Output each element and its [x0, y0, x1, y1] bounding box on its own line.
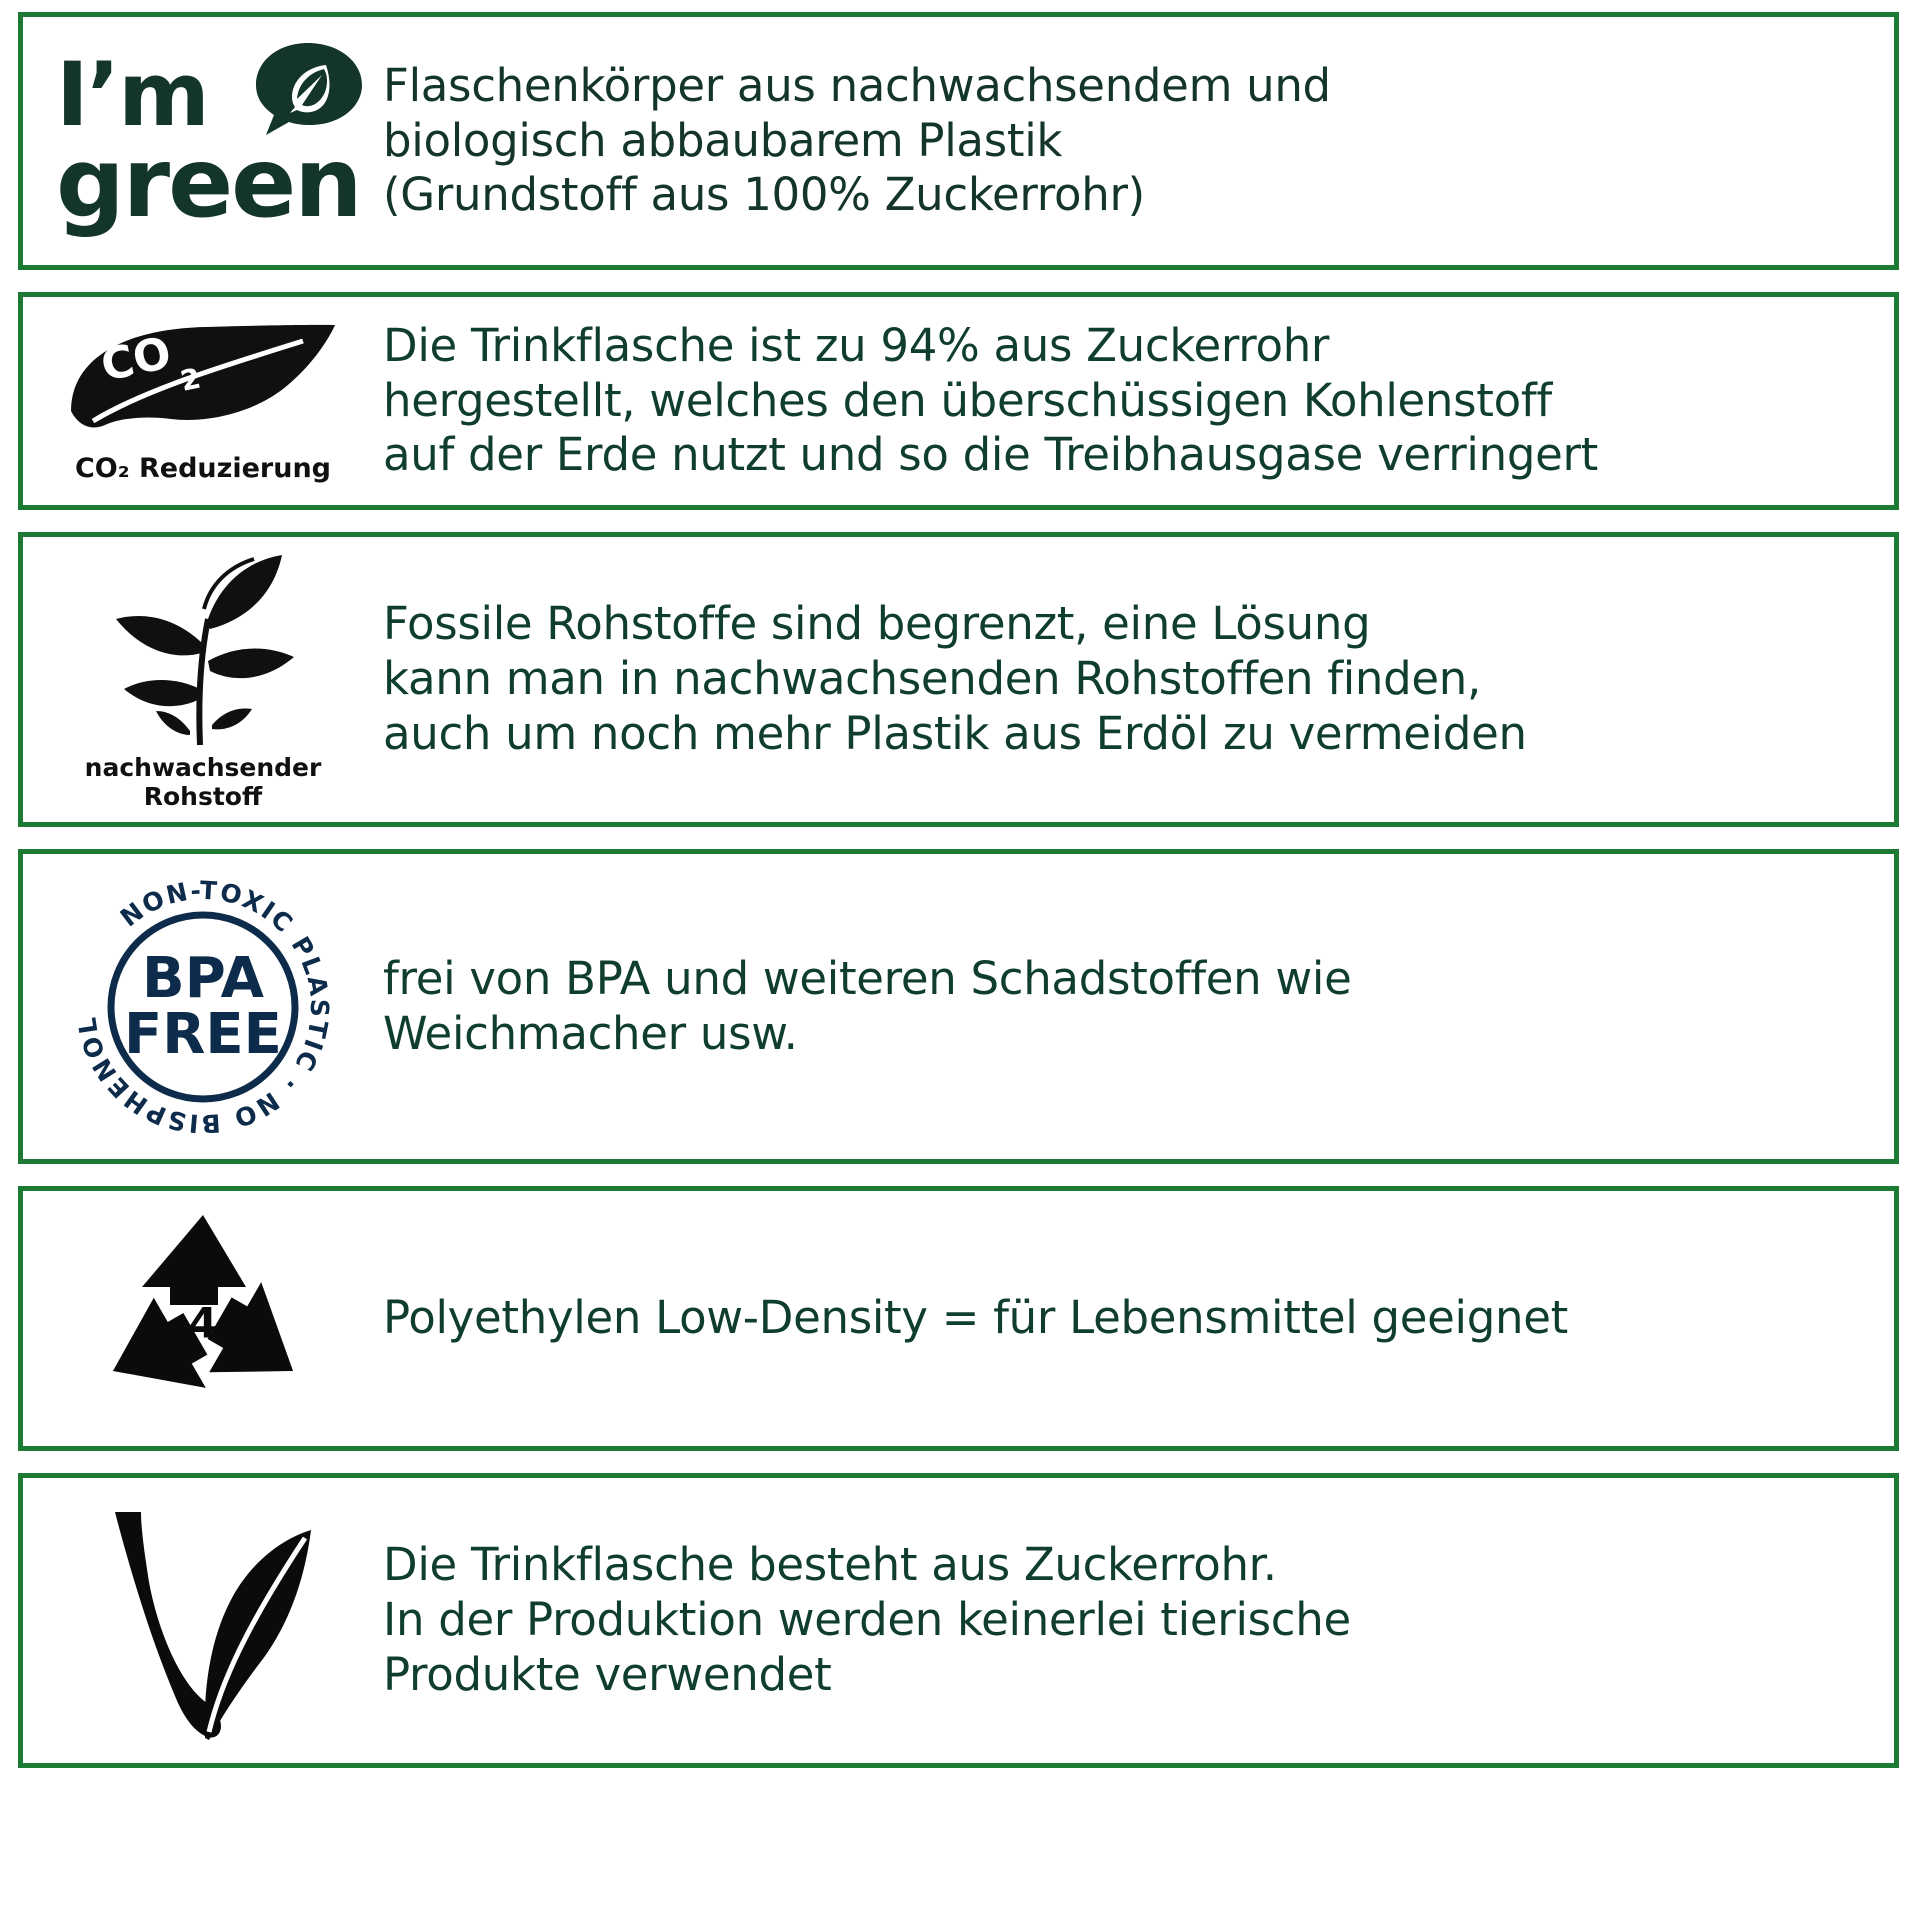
feature-row	[18, 292, 1899, 510]
co2-leaf-icon	[38, 319, 368, 484]
feature-row	[18, 849, 1899, 1164]
text-cell	[383, 1281, 1894, 1356]
plant-sprig-icon	[38, 549, 368, 811]
bpa-line1: BPA	[142, 945, 264, 1011]
feature-text: Die Trinkflasche ist zu 94% aus Zuckerrohr hergestellt, welches den überschüssigen Kohlenstoff auf der Erde nutzt und so die Treibhausgase verringert	[383, 318, 1599, 482]
co2-leaf-glyph	[53, 319, 353, 447]
text-cell	[383, 942, 1894, 1072]
svg-text:2: 2	[177, 361, 204, 398]
feature-text: Fossile Rohstoffe sind begrenzt, eine Lösung kann man in nachwachsenden Rohstoffen finden, auch um noch mehr Plastik aus Erdöl zu vermeiden	[383, 597, 1527, 760]
co2-caption: CO₂ Reduzierung	[74, 452, 331, 484]
feature-text: Polyethylen Low-Density = für Lebensmittel geeignet	[383, 1291, 1568, 1345]
text-cell	[383, 49, 1894, 234]
recycling-ldpe-icon	[78, 1209, 328, 1429]
icon-cell	[23, 1478, 383, 1764]
bpa-center-text	[124, 945, 282, 1067]
icon-cell	[23, 33, 383, 249]
feature-row	[18, 532, 1899, 827]
feature-text: Flaschenkörper aus nachwachsendem und biologisch abbaubarem Plastik (Grundstoff aus 100% Zuckerrohr)	[383, 58, 1331, 222]
im-green-line2: green	[56, 127, 361, 239]
feature-row	[18, 1186, 1899, 1451]
bpa-free-seal-icon	[53, 857, 353, 1157]
vegan-sprout-icon	[53, 1486, 353, 1756]
icon-cell	[23, 849, 383, 1165]
text-cell	[383, 309, 1894, 494]
text-cell	[383, 1528, 1894, 1713]
im-green-line1: I’m	[56, 43, 208, 146]
icon-cell	[23, 311, 383, 492]
plant-caption: nachwachsender Rohstoff	[84, 752, 322, 811]
icon-cell	[23, 541, 383, 819]
svg-text:CO: CO	[96, 326, 176, 392]
bpa-line2: FREE	[124, 1001, 282, 1067]
feature-text: frei von BPA und weiteren Schadstoffen wie Weichmacher usw.	[383, 951, 1352, 1060]
plant-sprig-glyph	[68, 549, 338, 749]
feature-row	[18, 12, 1899, 270]
resin-code-number: 4	[188, 1298, 218, 1348]
im-green-logo-icon	[38, 41, 368, 241]
text-cell	[383, 587, 1894, 772]
feature-text: Die Trinkflasche besteht aus Zuckerrohr. In der Produktion werden keinerlei tierische Produkte verwendet	[383, 1538, 1351, 1701]
leaf-bubble-icon	[252, 41, 364, 137]
vegan-sprout-glyph	[53, 1486, 353, 1756]
icon-cell	[23, 1201, 383, 1437]
svg-text:NON-TOXIC PLASTIC · NO BISPHEN: NON-TOXIC PLASTIC · NO BISPHENOL	[72, 875, 335, 1138]
feature-row	[18, 1473, 1899, 1768]
